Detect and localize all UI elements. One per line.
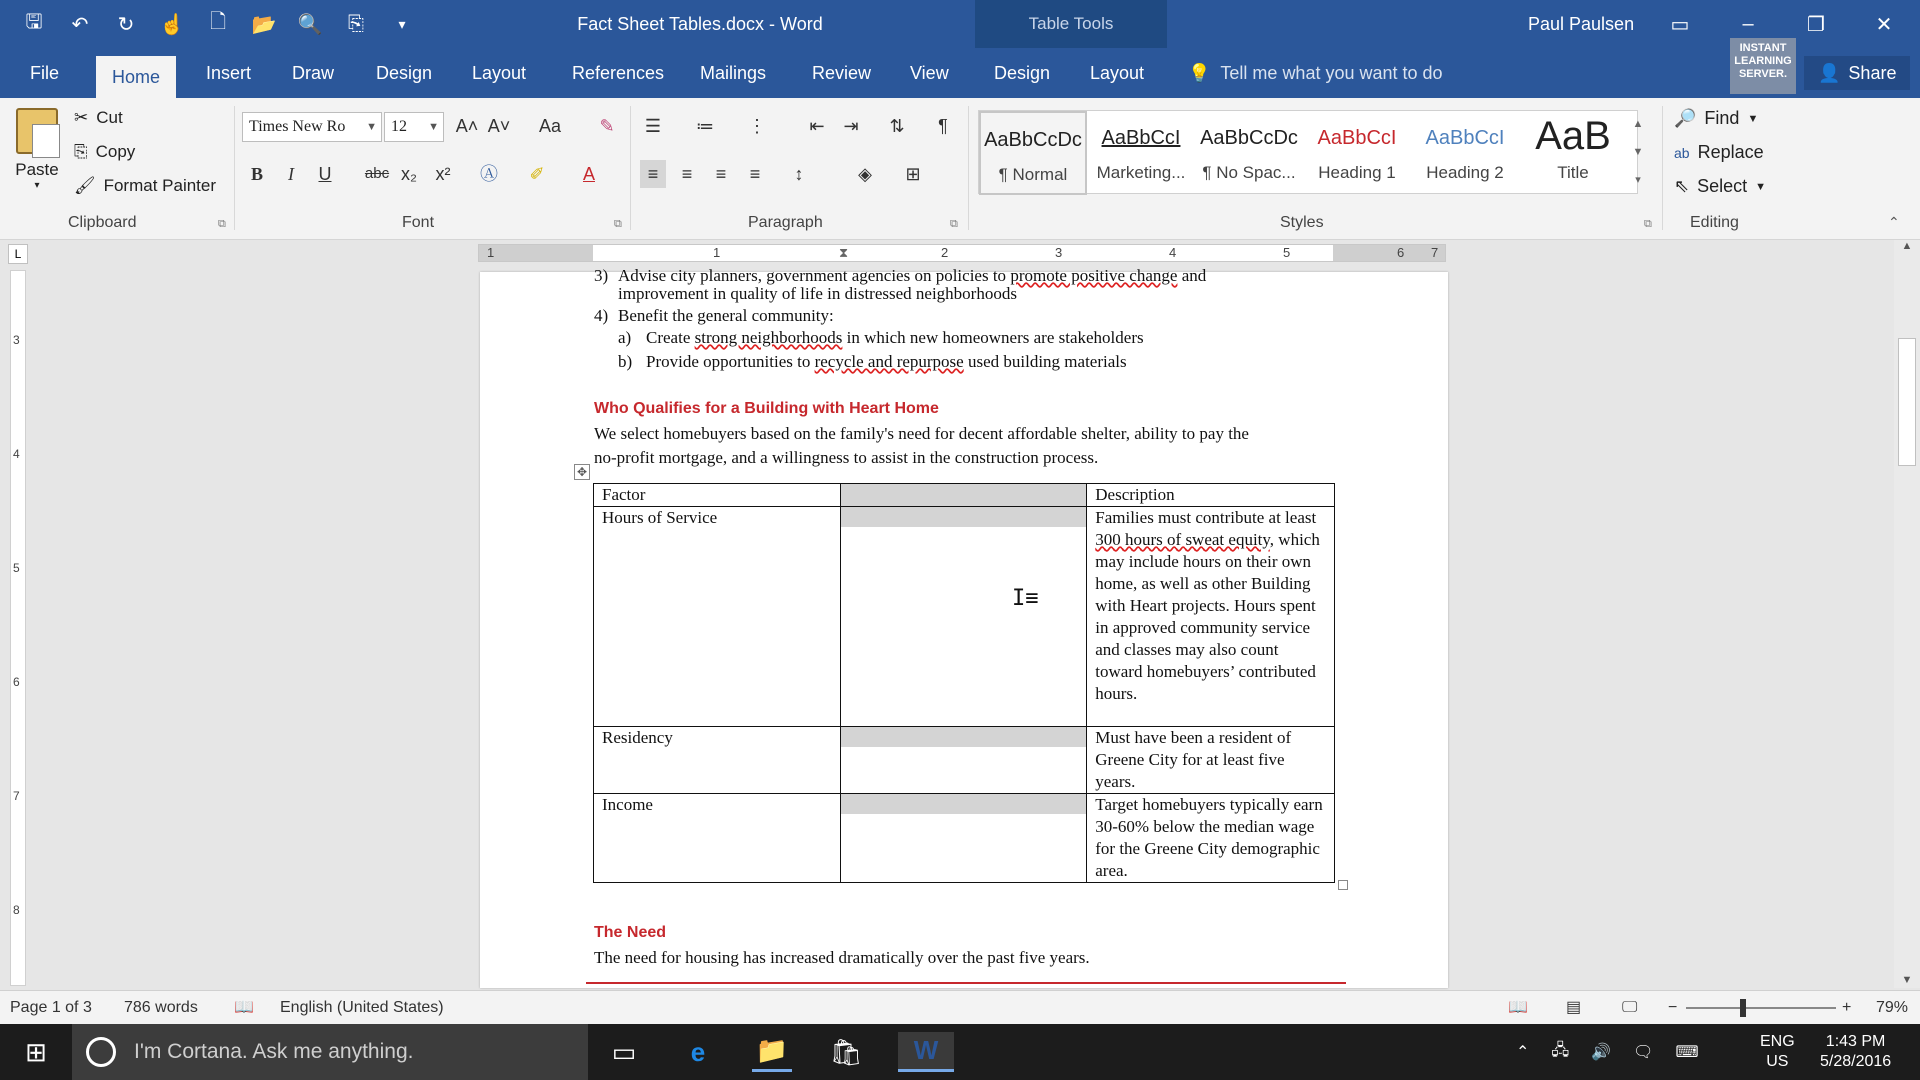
proofing-icon[interactable]: 📖 <box>234 999 254 1016</box>
tab-selector[interactable]: L <box>8 244 28 264</box>
font-size-value: 12 <box>391 118 407 135</box>
list-item-text <box>646 328 1144 348</box>
table-row <box>594 507 1335 727</box>
page-count[interactable]: Page 1 of 3 <box>10 999 92 1016</box>
text-run: improvement in quality of life in distressed neighborhoods <box>618 284 1017 303</box>
subscript-button[interactable]: x₂ <box>401 164 417 184</box>
input-language-code: ENG <box>1760 1033 1795 1050</box>
style-sample: AaBbCcI <box>1101 127 1181 149</box>
text-run: , which may include hours on their own home, as well as other Building with Heart projects. Hours spent in approved community service and classes may also count toward homebuyers’ contributed hours. <box>1095 530 1320 703</box>
edge-browser-icon[interactable]: e <box>690 1036 706 1067</box>
ruler-mark: 7 <box>13 789 20 803</box>
copy-label: Copy <box>95 142 136 161</box>
justify-icon[interactable]: ≡ <box>749 164 761 184</box>
list-number: 4) <box>594 306 609 325</box>
list-number: 3) <box>594 266 609 285</box>
shrink-font-button[interactable]: A˅ <box>487 116 511 136</box>
format-painter-label: Format Painter <box>103 176 217 195</box>
ruler-margin-right <box>1333 245 1445 261</box>
volume-icon[interactable]: 🔊 <box>1591 1044 1612 1061</box>
style-name: Title <box>1557 163 1589 182</box>
clock-time: 1:43 PM <box>1825 1033 1886 1050</box>
text-run: Families must contribute at least <box>1095 508 1317 527</box>
ruler-mark: 5 <box>1283 245 1291 260</box>
replace-label: Replace <box>1697 142 1764 162</box>
show-formatting-marks-button[interactable]: ¶ <box>938 116 948 136</box>
style-name: Heading 1 <box>1318 163 1396 182</box>
ruler-mark: 5 <box>13 561 20 575</box>
decrease-indent-icon[interactable]: ⇤ <box>809 116 825 136</box>
table-cell-description[interactable] <box>1087 794 1335 883</box>
list-item-text <box>618 284 1017 304</box>
windows-start-icon[interactable]: ⊞ <box>25 1036 47 1067</box>
text-run: Create <box>646 328 695 347</box>
text-run: Provide opportunities to <box>646 352 815 371</box>
ribbon-display-options-icon[interactable]: ▭ <box>1670 13 1690 36</box>
text-run: in which new homeowners are stakeholders <box>842 328 1144 347</box>
zoom-out-button[interactable]: − <box>1668 999 1678 1016</box>
language[interactable]: English (United States) <box>280 999 444 1016</box>
ruler-mark: 6 <box>1397 245 1405 260</box>
style-heading-1[interactable] <box>1303 111 1411 195</box>
highlight-color-icon[interactable]: ✐ <box>529 164 545 184</box>
text-run: used building materials <box>963 352 1127 371</box>
increase-indent-icon[interactable]: ⇥ <box>843 116 859 136</box>
scroll-up-icon[interactable]: ▲ <box>1901 240 1913 252</box>
bold-button[interactable]: B <box>250 164 263 184</box>
ruler-mark: 3 <box>13 333 20 347</box>
styles-launcher-icon[interactable]: ⧉ <box>1644 218 1652 230</box>
font-group-label: Font <box>402 214 435 231</box>
indent-marker-icon[interactable]: ⧗ <box>839 245 849 260</box>
ruler-mark: 7 <box>1431 245 1439 260</box>
table-header-cell[interactable]: Factor <box>594 484 841 507</box>
table-cell-description[interactable] <box>1087 727 1335 794</box>
ruler-mark: 1 <box>487 245 495 260</box>
share-button[interactable] <box>1804 56 1910 90</box>
table-resize-handle[interactable] <box>1338 880 1348 890</box>
paragraph-line: We select homebuyers based on the family's need for decent affordable shelter, ability to pay the <box>594 424 1249 443</box>
table-row <box>594 794 1335 883</box>
tell-me-text: Tell me what you want to do <box>1220 63 1443 83</box>
quick-access-toolbar <box>18 0 418 48</box>
search-icon: 🔎 <box>1674 108 1697 128</box>
editing-group-label: Editing <box>1690 214 1739 231</box>
tab-references[interactable]: References <box>572 63 665 83</box>
cell-shading <box>841 507 1087 527</box>
new-document-icon[interactable]: 🗋 <box>209 11 227 33</box>
text-run: Advise city planners, government agencies on policies to <box>618 266 1011 285</box>
text-run: and <box>1177 266 1207 285</box>
ruler-mark: 4 <box>13 447 20 461</box>
file-explorer-icon[interactable]: 📁 <box>752 1032 792 1072</box>
clipboard-group-label: Clipboard <box>68 214 137 231</box>
paste-button[interactable] <box>12 108 62 208</box>
open-icon[interactable]: 📂 <box>251 13 277 36</box>
style-no-spacing[interactable] <box>1195 111 1303 195</box>
tab-table-design[interactable]: Design <box>994 63 1051 83</box>
page-border-line <box>586 982 1346 986</box>
list-item-text <box>646 352 1127 372</box>
list-item-text <box>618 266 1206 286</box>
chevron-down-icon: ▼ <box>428 121 439 133</box>
ruler-mark: 3 <box>1055 245 1063 260</box>
cortana-search-box[interactable] <box>72 1024 588 1080</box>
grow-font-button[interactable]: A˄ <box>455 116 479 136</box>
table-cell-description[interactable] <box>1087 507 1335 727</box>
style-sample: AaB <box>1535 114 1611 158</box>
share-label: Share <box>1848 63 1897 83</box>
minimize-button[interactable]: – <box>1742 12 1754 35</box>
find-button[interactable] <box>1674 108 1758 129</box>
style-name: ¶ Normal <box>998 165 1068 184</box>
zoom-slider[interactable] <box>1686 1007 1836 1009</box>
clear-formatting-icon[interactable]: ✎ <box>599 116 615 136</box>
text-cursor-icon: I≡ <box>1012 586 1039 611</box>
tab-view[interactable]: View <box>910 63 949 83</box>
replace-icon: ab <box>1674 144 1690 161</box>
group-divider <box>1662 106 1663 230</box>
clipboard-launcher-icon[interactable]: ⧉ <box>218 218 226 230</box>
numbering-icon[interactable]: ≔ <box>696 116 714 136</box>
sort-icon[interactable]: ⇅ <box>889 116 905 136</box>
chevron-down-icon: ▼ <box>366 121 377 133</box>
close-button[interactable]: ✕ <box>1875 13 1893 36</box>
paragraph-line: no-profit mortgage, and a willingness to assist in the construction process. <box>594 448 1099 467</box>
tab-draw[interactable]: Draw <box>292 63 335 83</box>
text-run: Must have been a resident of Greene City for at least five years. <box>1095 728 1292 791</box>
style-sample: AaBbCcDc <box>984 129 1082 151</box>
format-painter-button[interactable] <box>74 176 216 196</box>
spelling-flagged-text: promote positive change <box>1010 266 1178 285</box>
keyboard-icon[interactable]: ⌨ <box>1675 1044 1699 1061</box>
bullets-icon[interactable]: ☰ <box>644 116 662 136</box>
change-case-button[interactable]: Aa <box>538 116 562 136</box>
touch-mode-icon[interactable]: ☝ <box>159 13 185 36</box>
spelling-flagged-text: recycle and repurpose <box>814 352 964 371</box>
title-bar <box>0 0 1920 48</box>
user-name[interactable]: Paul Paulsen <box>1528 14 1635 34</box>
ribbon <box>0 98 1920 240</box>
list-item-text <box>618 306 834 326</box>
style-name: Marketing... <box>1096 163 1186 182</box>
text-run: Target homebuyers typically earn 30-60% below the median wage for the Greene City demographic area. <box>1095 795 1323 880</box>
table-header-row <box>594 484 1335 507</box>
zoom-level[interactable]: 79% <box>1876 999 1909 1016</box>
clock-date: 5/28/2016 <box>1820 1053 1892 1070</box>
collapse-ribbon-icon[interactable]: ⌃ <box>1888 214 1900 230</box>
lightbulb-icon: 💡 <box>1188 63 1211 83</box>
vertical-ruler[interactable] <box>10 270 26 986</box>
chevron-down-icon: ▼ <box>1747 112 1759 125</box>
find-label: Find <box>1704 108 1740 128</box>
table-cell-factor[interactable]: Income <box>594 794 841 883</box>
font-name-combo[interactable] <box>242 112 382 142</box>
print-preview-icon[interactable]: 🔍 <box>297 13 323 36</box>
cortana-icon <box>86 1037 116 1067</box>
group-divider <box>968 106 969 230</box>
font-name-value: Times New Ro <box>249 118 346 135</box>
style-marketing[interactable] <box>1087 111 1195 195</box>
copy-icon: ⎘ <box>74 142 88 161</box>
table-cell-factor[interactable]: Hours of Service <box>594 507 841 727</box>
save-as-icon[interactable]: ⎘ <box>348 12 364 35</box>
person-icon: 👤 <box>1818 63 1841 83</box>
spelling-flagged-text: 300 hours of sweat equity <box>1095 530 1270 549</box>
tab-mailings[interactable]: Mailings <box>700 63 767 83</box>
select-button[interactable] <box>1674 176 1766 197</box>
strikethrough-button[interactable]: abc <box>364 165 390 182</box>
shading-icon[interactable]: ◈ <box>858 164 872 184</box>
undo-icon[interactable]: ↶ <box>71 13 89 36</box>
align-center-icon[interactable]: ≡ <box>681 164 693 184</box>
table-move-handle-icon[interactable]: ✥ <box>574 464 590 480</box>
table-row <box>594 727 1335 794</box>
cortana-placeholder: I'm Cortana. Ask me anything. <box>134 1040 414 1063</box>
windows-taskbar <box>0 1024 1920 1080</box>
underline-button[interactable]: U <box>318 164 332 184</box>
group-divider <box>234 106 235 230</box>
tab-file[interactable]: File <box>30 63 60 83</box>
tab-table-layout[interactable]: Layout <box>1090 63 1145 83</box>
store-icon[interactable]: 🛍 <box>829 1036 863 1067</box>
show-hidden-icons-icon[interactable]: ⌃ <box>1516 1044 1530 1061</box>
zoom-in-button[interactable]: + <box>1842 999 1852 1016</box>
scroll-down-icon[interactable]: ▼ <box>1901 974 1913 986</box>
copy-button[interactable] <box>74 142 135 162</box>
style-sample: AaBbCcDc <box>1200 127 1298 149</box>
word-count[interactable]: 786 words <box>124 999 198 1016</box>
instant-learning-server-logo: INSTANT LEARNING SERVER. <box>1730 38 1796 94</box>
status-bar <box>0 990 1920 1024</box>
web-layout-icon[interactable]: 🖵 <box>1622 999 1638 1016</box>
align-left-icon[interactable]: ≡ <box>640 160 666 188</box>
paragraph-group-label: Paragraph <box>748 214 823 231</box>
paste-label: Paste <box>15 160 59 179</box>
tab-design[interactable]: Design <box>376 63 433 83</box>
replace-button[interactable] <box>1674 142 1764 163</box>
tab-review[interactable]: Review <box>812 63 872 83</box>
style-sample: AaBbCcI <box>1317 127 1397 149</box>
multilevel-list-icon[interactable]: ⋮ <box>748 116 766 136</box>
input-language[interactable] <box>1760 1024 1795 1080</box>
tell-me-box[interactable] <box>1188 48 1443 98</box>
ribbon-tab-bar <box>0 48 1920 98</box>
restore-button[interactable]: ❐ <box>1807 13 1825 36</box>
action-center-icon[interactable]: 🗨 <box>1633 1044 1654 1061</box>
line-spacing-icon[interactable]: ↕ <box>794 164 804 184</box>
ruler-mark: 1 <box>713 245 721 260</box>
styles-group-label: Styles <box>1280 214 1324 231</box>
style-name: Heading 2 <box>1426 163 1504 182</box>
horizontal-ruler[interactable] <box>478 244 1446 262</box>
redo-icon[interactable]: ↻ <box>117 13 135 36</box>
pointer-icon: ⇖ <box>1674 176 1690 196</box>
tab-home[interactable]: Home <box>96 56 176 98</box>
text-effects-icon[interactable]: Ⓐ <box>480 164 498 184</box>
list-number: b) <box>618 352 633 371</box>
font-color-button[interactable]: A <box>582 164 595 184</box>
chevron-down-icon: ▼ <box>1755 180 1767 193</box>
styles-gallery <box>978 110 1638 194</box>
style-title[interactable] <box>1519 111 1627 195</box>
text-run: Benefit the general community: <box>618 306 834 325</box>
style-normal[interactable] <box>979 111 1087 195</box>
ruler-margin-left <box>479 245 593 261</box>
vertical-scrollbar[interactable] <box>1894 240 1920 988</box>
scissors-icon: ✂ <box>74 108 89 127</box>
tab-insert[interactable]: Insert <box>206 63 252 83</box>
style-name: ¶ No Spac... <box>1202 163 1296 182</box>
window-title: Fact Sheet Tables.docx - Word <box>577 14 823 34</box>
ruler-mark: 2 <box>941 245 949 260</box>
align-right-icon[interactable]: ≡ <box>715 164 727 184</box>
cut-label: Cut <box>96 108 123 127</box>
print-layout-icon[interactable]: ▤ <box>1566 999 1582 1016</box>
heading-the-need: The Need <box>594 924 667 941</box>
tab-layout[interactable]: Layout <box>472 63 527 83</box>
paste-dropdown-icon[interactable]: ▾ <box>34 180 40 191</box>
italic-button[interactable]: I <box>288 164 294 184</box>
scrollbar-thumb[interactable] <box>1898 338 1916 466</box>
table-cell-empty[interactable] <box>840 727 1087 794</box>
group-divider <box>630 106 631 230</box>
cut-button[interactable] <box>74 108 123 128</box>
paragraph-launcher-icon[interactable]: ⧉ <box>950 218 958 230</box>
ruler-mark: 4 <box>1169 245 1177 260</box>
style-sample: AaBbCcI <box>1425 127 1505 149</box>
input-language-region: US <box>1766 1053 1789 1070</box>
network-icon[interactable]: 🖧 <box>1551 1041 1570 1059</box>
style-heading-2[interactable] <box>1411 111 1519 195</box>
spelling-flagged-text: strong neighborhoods <box>694 328 843 347</box>
clock[interactable] <box>1820 1024 1891 1080</box>
table-cell-factor[interactable]: Residency <box>594 727 841 794</box>
paintbrush-icon: 🖌 <box>74 176 96 195</box>
read-mode-icon[interactable]: 📖 <box>1508 999 1528 1016</box>
word-taskbar-icon[interactable]: W <box>898 1032 954 1072</box>
table-cell-empty[interactable] <box>840 794 1087 883</box>
qualifications-table <box>593 483 1335 883</box>
heading-who-qualifies: Who Qualifies for a Building with Heart Home <box>594 400 939 417</box>
table-header-cell[interactable]: Description <box>1087 484 1335 507</box>
zoom-slider-knob[interactable] <box>1740 999 1746 1017</box>
table-header-cell[interactable] <box>840 484 1087 507</box>
ruler-mark: 8 <box>13 903 20 917</box>
ruler-mark: 6 <box>13 675 20 689</box>
borders-icon[interactable]: ⊞ <box>905 164 921 184</box>
select-label: Select <box>1697 176 1748 196</box>
superscript-button[interactable]: x² <box>435 164 451 184</box>
table-cell-empty[interactable] <box>840 507 1087 727</box>
list-number: a) <box>618 328 632 347</box>
document-page[interactable] <box>480 266 1448 988</box>
task-view-icon[interactable]: ▭ <box>611 1036 637 1067</box>
clipboard-icon <box>16 108 58 154</box>
table-tools-label: Table Tools <box>1028 14 1114 33</box>
customize-qat-icon[interactable]: ▾ <box>398 15 406 32</box>
cell-shading <box>841 794 1087 814</box>
font-size-combo[interactable] <box>384 112 444 142</box>
styles-scroll-arrows[interactable]: ▲ ▼ ▾ <box>1632 118 1644 186</box>
paragraph-line: The need for housing has increased dramatically over the past five years. <box>594 948 1090 967</box>
cell-shading <box>841 727 1087 747</box>
font-launcher-icon[interactable]: ⧉ <box>614 218 622 230</box>
system-tray <box>1516 1024 1699 1080</box>
save-icon[interactable]: 🖫 <box>25 11 43 33</box>
